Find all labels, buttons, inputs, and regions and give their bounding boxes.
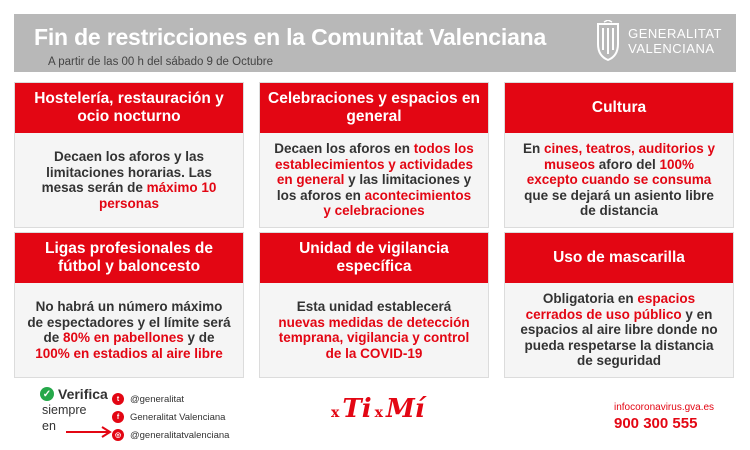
body-text: y en espacios al aire libre donde no pueda respetarse la distancia de seguridad — [520, 306, 718, 369]
card-body — [15, 133, 243, 227]
body-text: y las limitaciones y los aforos en — [276, 172, 472, 203]
slogan-logo — [328, 394, 425, 424]
slogan-x: x — [331, 405, 340, 421]
body-text: y de — [183, 330, 215, 345]
logo-line2: VALENCIANA — [628, 41, 715, 56]
social-facebook[interactable] — [112, 408, 229, 426]
card-title: Unidad de vigilancia específica — [260, 233, 488, 283]
card-body — [260, 283, 488, 377]
highlight-text: cines, teatros, auditorios y museos — [543, 141, 716, 172]
social-label: Generalitat Valenciana — [130, 411, 226, 423]
card-title: Ligas profesionales de fútbol y baloncesto — [15, 233, 243, 283]
card-vigilancia — [259, 232, 489, 378]
logo-line1: GENERALITAT — [628, 26, 722, 41]
facebook-icon: f — [112, 411, 124, 423]
en-label: en — [42, 419, 56, 433]
contact-block — [614, 402, 714, 432]
card-ligas — [14, 232, 244, 378]
slogan-ti: Ti — [342, 394, 372, 424]
verifica-block — [40, 386, 108, 434]
page-subtitle: A partir de las 00 h del sábado 9 de Octubre — [48, 56, 274, 68]
highlight-text: espacios cerrados de uso público — [525, 291, 696, 322]
card-mascarilla — [504, 232, 734, 378]
social-label: @generalitatvalenciana — [130, 429, 230, 441]
page-title: Fin de restricciones en la Comunitat Valenciana — [34, 24, 547, 50]
verifica-label: Verifica — [58, 386, 108, 402]
highlight-text: 100% excepto cuando se consuma — [526, 156, 712, 188]
card-title: Uso de mascarilla — [505, 233, 733, 283]
card-body — [505, 283, 733, 377]
card-body — [505, 133, 733, 227]
body-text: No habrá un número máximo de espectadores y el límite será de — [27, 299, 231, 345]
body-text: Decaen los aforos y las limitaciones horarias. Las mesas serán de — [41, 149, 212, 195]
card-cultura — [504, 82, 734, 228]
check-icon: ✓ — [40, 387, 54, 401]
twitter-icon: t — [112, 393, 124, 405]
body-text: aforo del — [594, 156, 660, 172]
social-links — [112, 390, 229, 444]
body-text: que se dejará un asiento libre de distancia — [524, 187, 714, 219]
body-text: Obligatoria en — [542, 291, 638, 307]
social-label: @generalitat — [130, 393, 185, 405]
body-text: Esta unidad establecerá — [296, 299, 452, 314]
contact-email[interactable]: infocoronavirus.gva.es — [614, 402, 715, 413]
card-title: Celebraciones y espacios en general — [260, 83, 488, 133]
body-text: En — [522, 141, 544, 157]
highlight-text: máximo 10 personas — [98, 180, 217, 211]
arrow-right-icon — [66, 426, 112, 438]
card-hosteleria — [14, 82, 244, 228]
slogan-mi: Mí — [385, 394, 425, 424]
card-celebraciones — [259, 82, 489, 228]
highlight-text: nuevas medidas de detección temprana, vigilancia y control de la COVID-19 — [278, 314, 470, 361]
shield-icon — [594, 20, 622, 62]
card-title: Cultura — [505, 83, 733, 133]
siempre-label: siempre — [42, 403, 87, 417]
body-text: Decaen los aforos en — [274, 141, 414, 157]
highlight-text: 80% en pabellones — [62, 330, 184, 345]
social-instagram[interactable] — [112, 426, 229, 444]
social-twitter[interactable] — [112, 390, 229, 408]
header-banner — [14, 14, 736, 72]
highlight-text: 100% en estadios al aire libre — [35, 345, 223, 361]
card-body — [15, 283, 243, 377]
instagram-icon: ◎ — [112, 429, 124, 441]
contact-phone[interactable]: 900 300 555 — [614, 415, 698, 432]
card-body — [260, 133, 488, 227]
generalitat-logo — [594, 20, 722, 62]
card-title: Hostelería, restauración y ocio nocturno — [15, 83, 243, 133]
slogan-x: x — [374, 405, 383, 421]
highlight-text: todos los establecimientos y actividades en general — [274, 141, 474, 188]
highlight-text: acontecimientos y celebraciones — [323, 187, 472, 219]
